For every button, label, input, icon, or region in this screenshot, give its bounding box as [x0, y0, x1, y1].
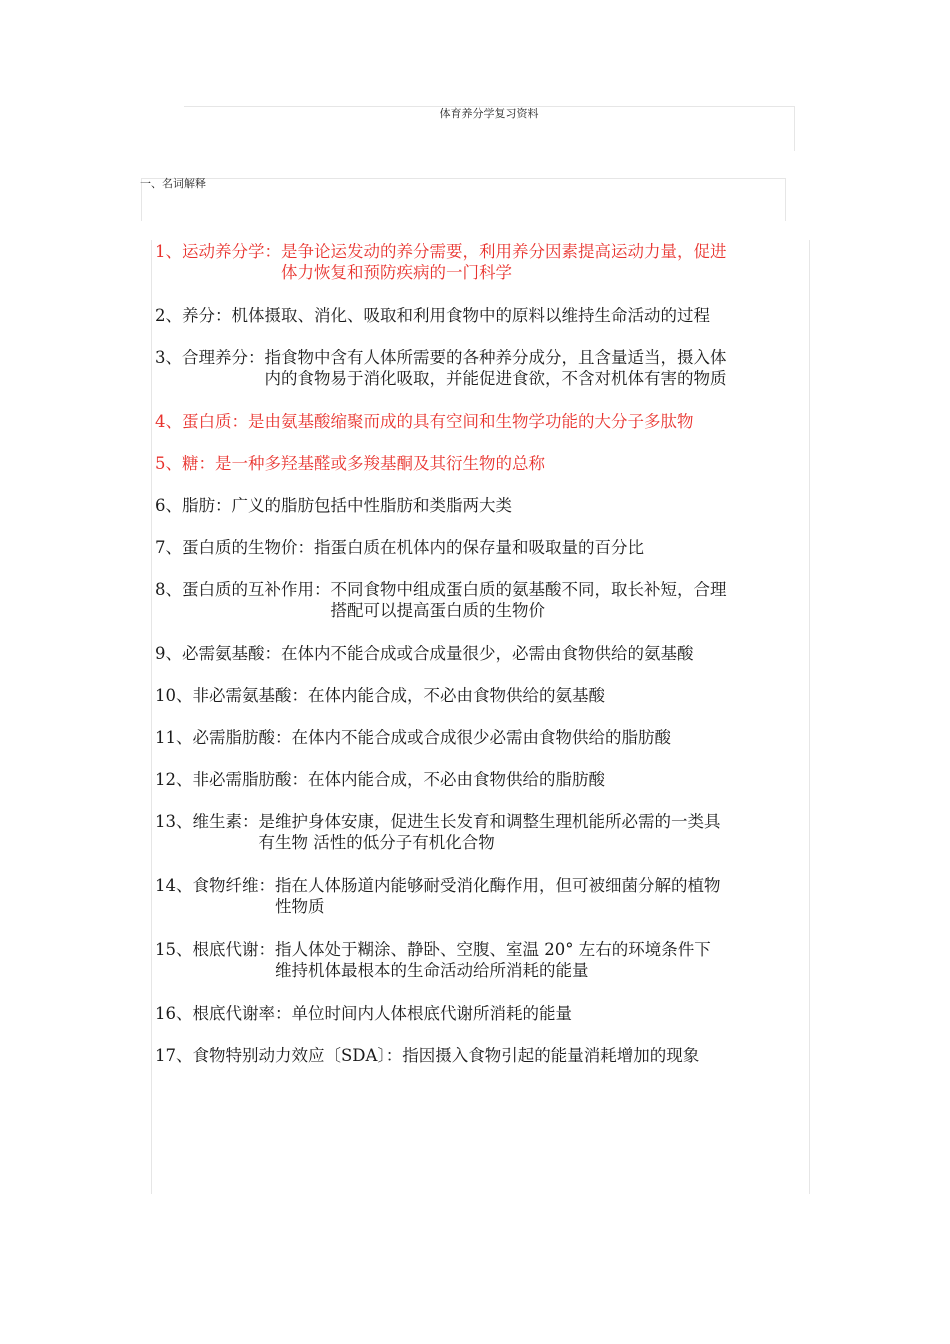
- definition-line: 广义的脂肪包括中性脂肪和类脂两大类: [231, 496, 512, 515]
- term-name: 养分：: [182, 306, 232, 325]
- term-definition: [232, 495, 513, 516]
- definition-line: 单位时间内人体根底代谢所消耗的能量: [291, 1004, 572, 1023]
- definition-line: 指食物中含有人体所需要的各种养分成分，且含量适当，摄入体: [264, 348, 727, 367]
- term-item: [155, 347, 727, 389]
- term-name: 根底代谢：: [192, 940, 275, 959]
- definition-line: 在体内能合成，不必由食物供给的脂肪酸: [308, 770, 605, 789]
- definition-line: 在体内不能合成或合成量很少，必需由食物供给的氨基酸: [281, 644, 694, 663]
- term-number: 11、: [155, 728, 193, 747]
- term-number: 13、: [155, 812, 193, 831]
- definition-line: 不同食物中组成蛋白质的氨基酸不同，取长补短，合理: [330, 580, 727, 599]
- term-definition: [308, 685, 605, 706]
- term-number: 3、: [155, 348, 182, 367]
- term-definition: [281, 241, 727, 283]
- term-name: 根底代谢率：: [192, 1004, 292, 1023]
- term-number: 9、: [155, 644, 182, 663]
- definition-line: 在体内不能合成或合成很少必需由食物供给的脂肪酸: [291, 728, 671, 747]
- term-item: [155, 241, 727, 283]
- definition-line: 有生物 活性的低分子有机化合物: [258, 833, 495, 852]
- term-number: 10、: [155, 686, 193, 705]
- term-name: 必需氨基酸：: [182, 644, 281, 663]
- term-number: 5、: [155, 454, 182, 473]
- term-number: 4、: [155, 412, 182, 431]
- term-definition: [308, 769, 605, 790]
- term-definition: [331, 579, 727, 621]
- term-name: 运动养分学：: [182, 242, 281, 261]
- definition-line: 是一种多羟基醛或多羧基酮及其衍生物的总称: [215, 454, 545, 473]
- term-name: 蛋白质的生物价：: [182, 538, 314, 557]
- term-item: [155, 579, 727, 621]
- term-number: 6、: [155, 496, 182, 515]
- term-number: 7、: [155, 538, 182, 557]
- term-number: 1、: [155, 242, 182, 261]
- term-name: 脂肪：: [182, 496, 232, 515]
- definition-line: 内的食物易于消化吸取，并能促进食欲，不含对机体有害的物质: [264, 369, 727, 388]
- definition-line: 是由氨基酸缩聚而成的具有空间和生物学功能的大分子多肽物: [248, 412, 694, 431]
- term-name: 必需脂肪酸：: [192, 728, 292, 747]
- term-definition: [265, 347, 727, 389]
- term-number: 2、: [155, 306, 182, 325]
- term-definition: [232, 305, 711, 326]
- term-definition: [248, 411, 694, 432]
- page-header: [184, 106, 795, 151]
- definition-line: 体力恢复和预防疾病的一门科学: [281, 263, 512, 282]
- term-item: [155, 1003, 572, 1024]
- content-box: [151, 240, 810, 1194]
- term-number: 14、: [155, 876, 193, 895]
- definition-line: 是维护身体安康，促进生长发育和调整生理机能所必需的一类具: [258, 812, 721, 831]
- term-definition: [314, 537, 644, 558]
- term-name: 蛋白质：: [182, 412, 248, 431]
- section-heading: 一、名词解释: [140, 177, 206, 190]
- term-definition: [275, 875, 721, 917]
- definition-line: 指因摄入食物引起的能量消耗增加的现象: [402, 1046, 700, 1065]
- term-item: [155, 811, 721, 853]
- term-name: 食物特别动力效应〔SDA〕：: [192, 1046, 403, 1065]
- definition-line: 机体摄取、消化、吸取和利用食物中的原料以维持生命活动的过程: [231, 306, 710, 325]
- term-name: 食物纤维：: [192, 876, 275, 895]
- section-box: [141, 178, 786, 221]
- page-title: 体育养分学复习资料: [439, 107, 539, 120]
- term-item: [155, 939, 711, 981]
- definition-line: 性物质: [275, 897, 325, 916]
- term-definition: [215, 453, 545, 474]
- definition-line: 是争论运发动的养分需要，利用养分因素提高运动力量，促进: [281, 242, 727, 261]
- definition-line: 指人体处于糊涂、静卧、空腹、室温 20° 左右的环境条件下: [275, 940, 711, 959]
- term-item: [155, 305, 710, 326]
- term-item: [155, 727, 671, 748]
- term-number: 16、: [155, 1004, 193, 1023]
- term-number: 12、: [155, 770, 193, 789]
- term-name: 蛋白质的互补作用：: [182, 580, 331, 599]
- definition-line: 搭配可以提高蛋白质的生物价: [330, 601, 545, 620]
- term-name: 非必需脂肪酸：: [192, 770, 308, 789]
- term-item: [155, 411, 694, 432]
- term-definition: [292, 1003, 573, 1024]
- term-definition: [292, 727, 672, 748]
- term-item: [155, 495, 512, 516]
- term-definition: [402, 1045, 699, 1066]
- term-number: 15、: [155, 940, 193, 959]
- term-name: 非必需氨基酸：: [192, 686, 308, 705]
- term-item: [155, 685, 605, 706]
- definition-line: 指蛋白质在机体内的保存量和吸取量的百分比: [314, 538, 644, 557]
- term-item: [155, 875, 721, 917]
- term-name: 维生素：: [192, 812, 259, 831]
- term-definition: [281, 643, 694, 664]
- term-number: 8、: [155, 580, 182, 599]
- term-item: [155, 453, 545, 474]
- term-definition: [259, 811, 721, 853]
- definition-line: 指在人体肠道内能够耐受消化酶作用，但可被细菌分解的植物: [275, 876, 721, 895]
- term-item: [155, 537, 644, 558]
- term-definition: [275, 939, 711, 981]
- term-name: 合理养分：: [182, 348, 265, 367]
- term-item: [155, 643, 694, 664]
- term-item: [155, 1045, 699, 1066]
- definition-line: 维持机体最根本的生命活动给所消耗的能量: [275, 961, 589, 980]
- definition-line: 在体内能合成，不必由食物供给的氨基酸: [308, 686, 605, 705]
- term-item: [155, 769, 605, 790]
- term-name: 糖：: [182, 454, 215, 473]
- term-number: 17、: [155, 1046, 193, 1065]
